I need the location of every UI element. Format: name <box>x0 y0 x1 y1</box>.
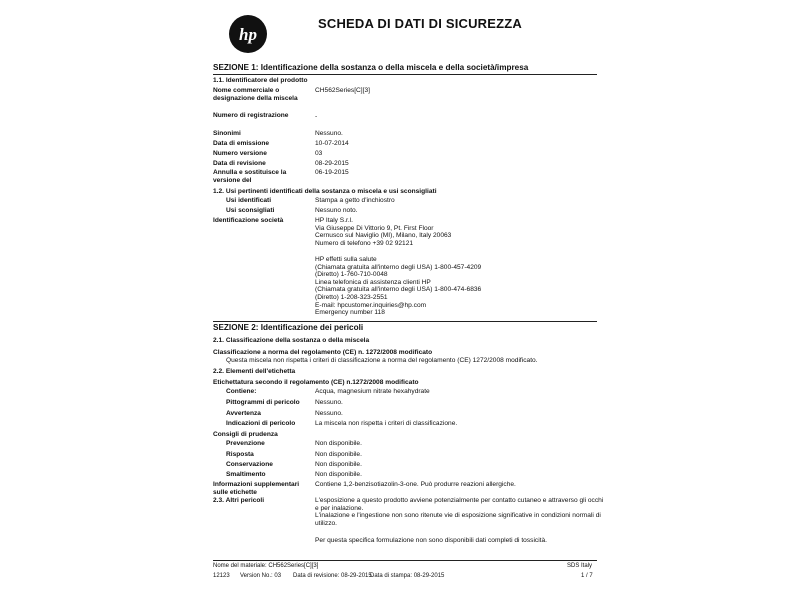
health-line: (Chiamata gratuita all'interno degli USA) 1-800-474-6836 <box>315 286 482 294</box>
company-line: Via Giuseppe Di Vittorio 9, Pt. First Floor <box>315 224 434 232</box>
svg-text:hp: hp <box>239 25 257 44</box>
section-1-title: SEZIONE 1: Identificazione della sostanza o della miscela e della società/impresa <box>213 63 529 72</box>
footer-print-date: Data di stampa: 08-29-2015 <box>370 573 445 579</box>
label-pictograms: Pittogrammi di pericolo <box>226 399 300 406</box>
value-storage: Non disponibile. <box>315 461 362 468</box>
footer-code: 12123 <box>213 573 230 579</box>
other-hazards-line: L'esposizione a questo prodotto avviene potenzialmente per contatto cutaneo e attraverso gli occhi <box>315 497 604 504</box>
value-identified-uses: Stampa a getto d'inchiostro <box>315 197 395 204</box>
label-signal-word: Avvertenza <box>226 410 261 417</box>
health-line: (Diretto) 1-760-710-0048 <box>315 271 388 279</box>
company-phone: Numero di telefono +39 02 92121 <box>315 239 414 247</box>
value-version-number: 03 <box>315 150 323 157</box>
other-hazards-line: L'inalazione e l'ingestione non sono ritenute vie di esposizione significative in condizioni normali di <box>315 512 601 520</box>
footer-material-name: Nome del materiale: CH562Series[C][3] <box>213 563 319 569</box>
labelling-heading: Etichettatura secondo il regolamento (CE) n.1272/2008 modificato <box>213 379 419 386</box>
value-uses-advised-against: Nessuno noto. <box>315 207 358 214</box>
toxicity-note: Per questa specifica formulazione non sono disponibili dati completi di tossicità. <box>315 537 548 544</box>
label-registration-number: Numero di registrazione <box>213 112 289 119</box>
value-trade-name: CH562Series[C][3] <box>315 87 370 94</box>
value-issue-date: 10-07-2014 <box>315 140 349 147</box>
label-issue-date: Data di emissione <box>213 140 270 147</box>
value-hazard-statements: La miscela non rispetta i criteri di classificazione. <box>315 420 458 427</box>
health-line: (Diretto) 1-208-323-2551 <box>315 293 388 301</box>
emergency-line: Emergency number 118 <box>315 309 385 317</box>
label-hazard-statements: Indicazioni di pericolo <box>226 420 296 427</box>
footer-rule <box>213 560 597 561</box>
label-disposal: Smaltimento <box>226 471 266 478</box>
footer-revision-date: Data di revisione: 08-29-2015 <box>293 573 372 579</box>
label-company-identification: Identificazione società <box>213 217 284 224</box>
label-revision-date: Data di revisione <box>213 160 266 167</box>
value-supplemental-info: Contiene 1,2-benzisotiazolin-3-one. Può produrre reazioni allergiche. <box>315 481 516 488</box>
value-contains: Acqua, magnesium nitrate hexahydrate <box>315 388 430 395</box>
subsection-1-2-title: 1.2. Usi pertinenti identificati della sostanza o miscela e usi sconsigliati <box>213 188 437 195</box>
label-contains: Contiene: <box>226 388 257 395</box>
email-line: E-mail: hpcustomer.inquiries@hp.com <box>315 301 427 309</box>
value-synonyms: Nessuno. <box>315 130 343 137</box>
label-identified-uses: Usi identificati <box>226 197 272 204</box>
value-pictograms: Nessuno. <box>315 399 343 406</box>
section-2-rule <box>213 321 597 322</box>
company-address-block <box>315 217 600 247</box>
other-hazards-line: utilizzo. <box>315 519 337 527</box>
value-disposal: Non disponibile. <box>315 471 362 478</box>
subsection-2-2-title: 2.2. Elementi dell'etichetta <box>213 368 296 375</box>
label-prevention: Prevenzione <box>226 440 265 447</box>
value-supersedes: 06-19-2015 <box>315 169 349 176</box>
health-line: (Chiamata gratuita all'interno degli USA) 1-800-457-4209 <box>315 263 482 271</box>
footer-page-number: 1 / 7 <box>581 573 593 579</box>
health-contact-block <box>315 256 600 317</box>
value-prevention: Non disponibile. <box>315 440 362 447</box>
company-line: Cernusco sul Naviglio (MI), Milano, Italy 20063 <box>315 232 452 240</box>
label-response: Risposta <box>226 451 254 458</box>
health-line: Linea telefonica di assistenza clienti HP <box>315 278 431 286</box>
label-trade-name: Nome commerciale o designazione della miscela <box>213 87 298 102</box>
hp-logo-icon <box>228 14 268 54</box>
value-response: Non disponibile. <box>315 451 362 458</box>
other-hazards-line: e per inalazione. <box>315 504 364 512</box>
footer-version: Version No.: 03 <box>240 573 282 579</box>
label-storage: Conservazione <box>226 461 273 468</box>
label-supersedes: Annulla e sostituisce la versione del <box>213 169 287 184</box>
label-synonyms: Sinonimi <box>213 130 241 137</box>
label-version-number: Numero versione <box>213 150 267 157</box>
value-revision-date: 08-29-2015 <box>315 160 349 167</box>
footer-sds-country: SDS Italy <box>567 563 593 569</box>
subsection-1-1-title: 1.1. Identificatore del prodotto <box>213 77 308 84</box>
value-signal-word: Nessuno. <box>315 410 343 417</box>
section-2-title: SEZIONE 2: Identificazione dei pericoli <box>213 323 364 332</box>
classification-heading: Classificazione a norma del regolamento (CE) n. 1272/2008 modificato <box>213 349 433 356</box>
classification-text: Questa miscela non rispetta i criteri di classificazione a norma del regolamento (CE) 1272/2008 modificato. <box>226 357 538 364</box>
value-registration-number: - <box>315 113 318 120</box>
section-1-rule <box>213 74 597 75</box>
precautionary-heading: Consigli di prudenza <box>213 431 278 438</box>
health-line: HP effetti sulla salute <box>315 256 377 263</box>
label-supplemental-info: Informazioni supplementari sulle etichette <box>213 481 300 496</box>
label-other-hazards: 2.3. Altri pericoli <box>213 497 265 504</box>
other-hazards-block <box>315 497 604 527</box>
subsection-2-1-title: 2.1. Classificazione della sostanza o della miscela <box>213 337 370 344</box>
document-title: SCHEDA DI DATI DI SICUREZZA <box>318 16 523 31</box>
label-uses-advised-against: Usi sconsigliati <box>226 207 275 214</box>
company-line: HP Italy S.r.l. <box>315 217 353 224</box>
